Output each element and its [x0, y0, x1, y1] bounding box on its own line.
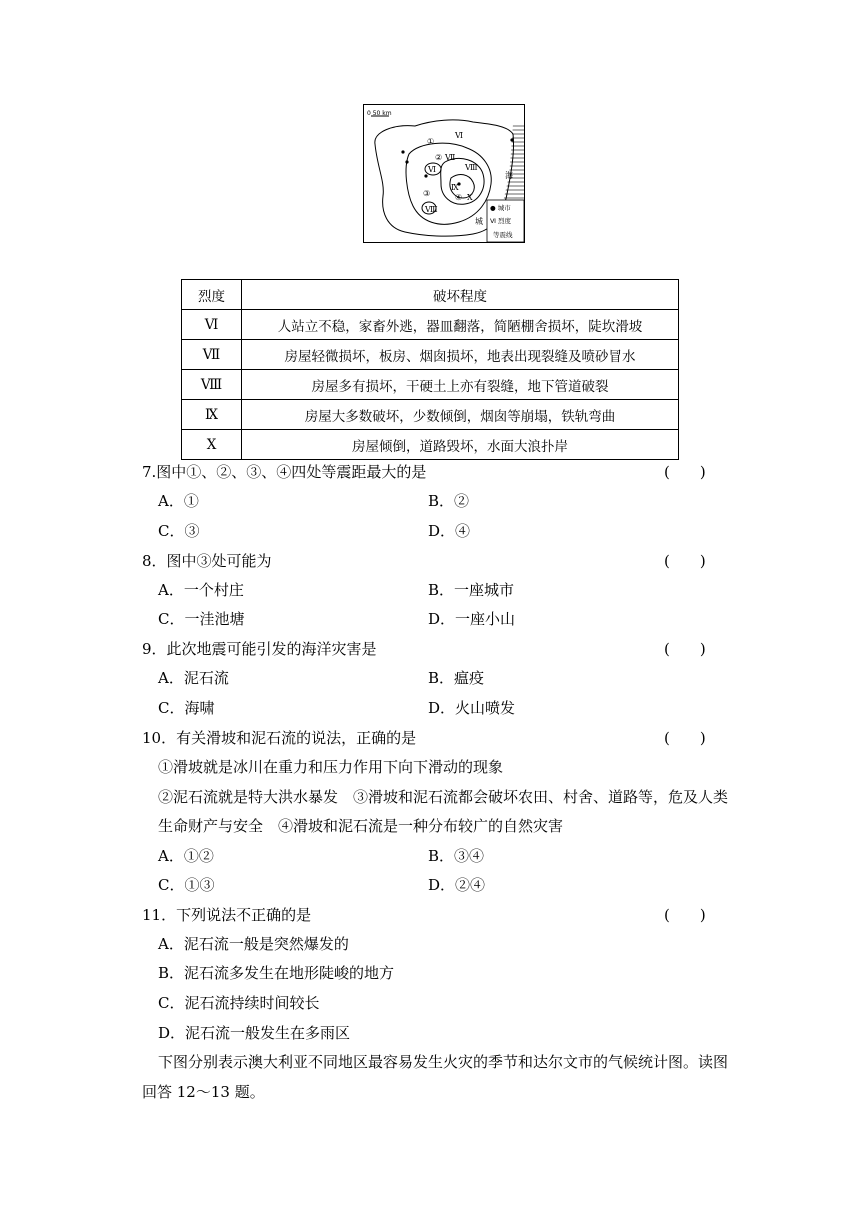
q10-statement-2: ②泥石流就是特大洪水暴发 ③滑坡和泥石流都会破坏农田、村舍、道路等，危及人类 [158, 788, 729, 806]
q10-statement-3: 生命财产与安全 ④滑坡和泥石流是一种分布较广的自然灾害 [158, 817, 564, 835]
table-row [182, 310, 679, 340]
q8-option-c: C．一洼池塘 [158, 610, 245, 628]
cell-desc: 人站立不稳，家畜外逃，器皿翻落，简陋棚舍损坏，陡坎滑坡 [242, 310, 679, 340]
q7-option-d: D．④ [428, 522, 471, 540]
label-c3: ③ [423, 189, 431, 198]
label-r8: Ⅷ [465, 163, 478, 172]
label-r8b: Ⅷ [425, 205, 438, 214]
cell-level: Ⅹ [182, 430, 242, 460]
q10-stem: 10．有关滑坡和泥石流的说法，正确的是 [142, 729, 417, 747]
table-row [182, 430, 679, 460]
q8-option-d: D．一座小山 [428, 610, 516, 628]
q11-option-b: B．泥石流多发生在地形陡峻的地方 [158, 964, 395, 982]
label-c1: ① [427, 137, 435, 146]
q9-option-d: D．火山喷发 [428, 699, 516, 717]
q9-stem: 9．此次地震可能引发的海洋灾害是 [142, 640, 377, 658]
city-dot [424, 174, 427, 177]
intro-line-1: 下图分别表示澳大利亚不同地区最容易发生火灾的季节和达尔文市的气候统计图。读图 [158, 1053, 729, 1071]
q9-option-a: A．泥石流 [158, 669, 229, 687]
label-r10: Ⅹ [467, 193, 473, 202]
label-city-char: 城 [475, 217, 483, 226]
label-r7: Ⅶ [445, 153, 456, 162]
q10-option-b: B．③④ [428, 847, 485, 865]
q10-statement-1: ①滑坡就是冰川在重力和压力作用下向下滑动的现象 [158, 758, 504, 776]
q8-option-a: A．一个村庄 [158, 581, 244, 599]
table-row [182, 370, 679, 400]
q11-option-d: D．泥石流一般发生在多雨区 [158, 1024, 351, 1042]
q10-option-d: D．②④ [428, 876, 486, 894]
intensity-table [181, 279, 679, 460]
cell-desc: 房屋多有损坏，干硬土上亦有裂缝，地下管道破裂 [242, 370, 679, 400]
q9-option-c: C．海啸 [158, 699, 215, 717]
label-r6: Ⅵ [455, 131, 464, 140]
label-r6b: Ⅵ [428, 165, 437, 174]
q10-option-c: C．①③ [158, 876, 215, 894]
cell-level: Ⅵ [182, 310, 242, 340]
intro-line-2: 回答 12～13 题。 [142, 1083, 265, 1101]
table-row [182, 340, 679, 370]
q7-option-c: C．③ [158, 522, 200, 540]
cell-level: Ⅷ [182, 370, 242, 400]
q10-answer-blank: ( ) [664, 729, 706, 747]
legend-city: ● 城市 [490, 204, 511, 212]
header-level: 烈度 [182, 280, 242, 310]
label-sea: 海 [505, 171, 513, 180]
table-row [182, 400, 679, 430]
q11-answer-blank: ( ) [664, 906, 706, 924]
header-desc: 破坏程度 [242, 280, 679, 310]
q10-option-a: A．①② [158, 847, 214, 865]
q9-answer-blank: ( ) [664, 640, 706, 658]
city-dot [510, 138, 513, 141]
q8-option-b: B．一座城市 [428, 581, 515, 599]
city-dot [405, 160, 408, 163]
cell-desc: 房屋倾倒，道路毁坏，水面大浪扑岸 [242, 430, 679, 460]
q8-stem: 8．图中③处可能为 [142, 552, 272, 570]
q9-option-b: B．瘟疫 [428, 669, 485, 687]
earthquake-isoseismal-map [363, 104, 525, 243]
city-dot [401, 150, 404, 153]
q7-answer-blank: ( ) [664, 463, 706, 481]
legend-isoline: 等震线 [493, 231, 513, 239]
scale-label: 0 50 km [367, 110, 392, 117]
q7-option-a: A．① [158, 492, 199, 510]
table-header-row [182, 280, 679, 310]
q7-stem: 7.图中①、②、③、④四处等震距最大的是 [142, 463, 427, 481]
cell-level: Ⅶ [182, 340, 242, 370]
q11-option-c: C．泥石流持续时间较长 [158, 994, 320, 1012]
cell-desc: 房屋轻微损坏，板房、烟囱损坏，地表出现裂缝及喷砂冒水 [242, 340, 679, 370]
label-r9: Ⅸ [451, 183, 459, 192]
q8-answer-blank: ( ) [664, 552, 706, 570]
legend-intensity: Ⅵ 烈度 [490, 217, 512, 225]
q11-stem: 11．下列说法不正确的是 [142, 906, 312, 924]
cell-desc: 房屋大多数破坏，少数倾倒，烟囱等崩塌，铁轨弯曲 [242, 400, 679, 430]
label-c2: ② [435, 153, 443, 162]
cell-level: Ⅸ [182, 400, 242, 430]
q11-option-a: A．泥石流一般是突然爆发的 [158, 935, 349, 953]
q7-option-b: B．② [428, 492, 470, 510]
label-c4: ④ [455, 193, 463, 202]
